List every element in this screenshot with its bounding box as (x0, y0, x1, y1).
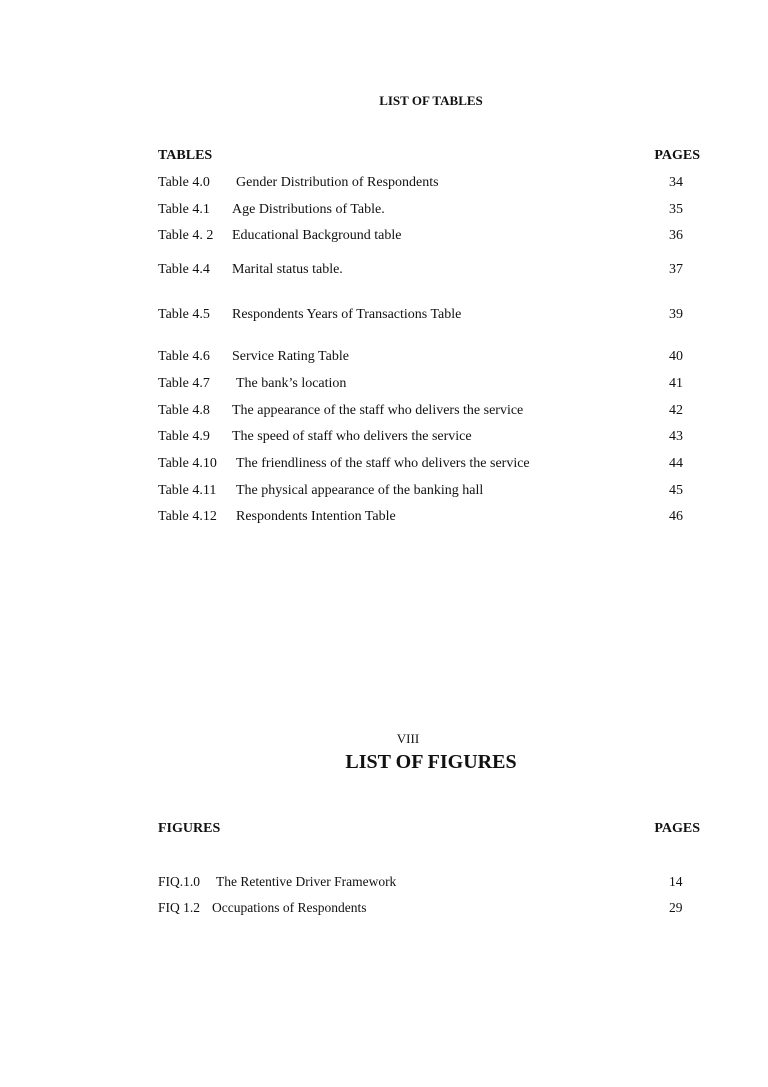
toc-label: Table 4.11 (158, 483, 217, 498)
toc-label: FIQ 1.2 (158, 900, 201, 915)
pages-column-header: PAGES (654, 148, 700, 163)
toc-title: Marital status table. (232, 262, 343, 277)
toc-title: Age Distributions of Table. (232, 202, 385, 217)
toc-label: FIQ.1.0 (158, 874, 201, 889)
toc-title: The friendliness of the staff who delivers the service (236, 456, 530, 471)
toc-page: 34 (669, 175, 683, 190)
toc-page: 40 (669, 349, 683, 364)
toc-title: The bank’s location (236, 376, 347, 391)
toc-title: Gender Distribution of Respondents (236, 175, 439, 190)
page-number: VIII (396, 731, 420, 746)
toc-label: Table 4.7 (158, 376, 210, 391)
toc-page: 29 (669, 900, 683, 915)
tables-column-header: TABLES (158, 148, 213, 163)
toc-label: Table 4.10 (158, 456, 217, 471)
toc-label: Table 4.8 (158, 403, 210, 418)
toc-title: Respondents Years of Transactions Table (232, 307, 462, 322)
toc-label: Table 4.1 (158, 202, 210, 217)
toc-page: 36 (669, 228, 683, 243)
toc-page: 46 (669, 509, 683, 524)
toc-label: Table 4.9 (158, 429, 210, 444)
toc-page: 35 (669, 202, 683, 217)
toc-title: The speed of staff who delivers the service (232, 429, 472, 444)
toc-title: Educational Background table (232, 228, 402, 243)
toc-label: Table 4. 2 (158, 228, 214, 243)
toc-page: 39 (669, 307, 683, 322)
toc-title: The Retentive Driver Framework (216, 874, 397, 889)
toc-title: The appearance of the staff who delivers the service (232, 403, 524, 418)
figures-column-header: FIGURES (158, 821, 221, 836)
toc-label: Table 4.0 (158, 175, 210, 190)
toc-label: Table 4.12 (158, 509, 217, 524)
toc-page: 45 (669, 483, 683, 498)
toc-page: 44 (669, 456, 683, 471)
figures-pages-column-header: PAGES (654, 821, 700, 836)
toc-page: 43 (669, 429, 683, 444)
toc-title: The physical appearance of the banking hall (236, 483, 484, 498)
toc-page: 41 (669, 376, 683, 391)
toc-label: Table 4.5 (158, 307, 210, 322)
toc-title: Occupations of Respondents (212, 900, 367, 915)
toc-page: 14 (669, 874, 683, 889)
toc-label: Table 4.6 (158, 349, 210, 364)
toc-page: 42 (669, 403, 683, 418)
toc-title: Service Rating Table (232, 349, 349, 364)
toc-title: Respondents Intention Table (236, 509, 396, 524)
list-of-tables-title: LIST OF TABLES (379, 93, 483, 108)
toc-page: 37 (669, 262, 683, 277)
list-of-figures-title: LIST OF FIGURES (345, 751, 517, 773)
toc-label: Table 4.4 (158, 262, 210, 277)
